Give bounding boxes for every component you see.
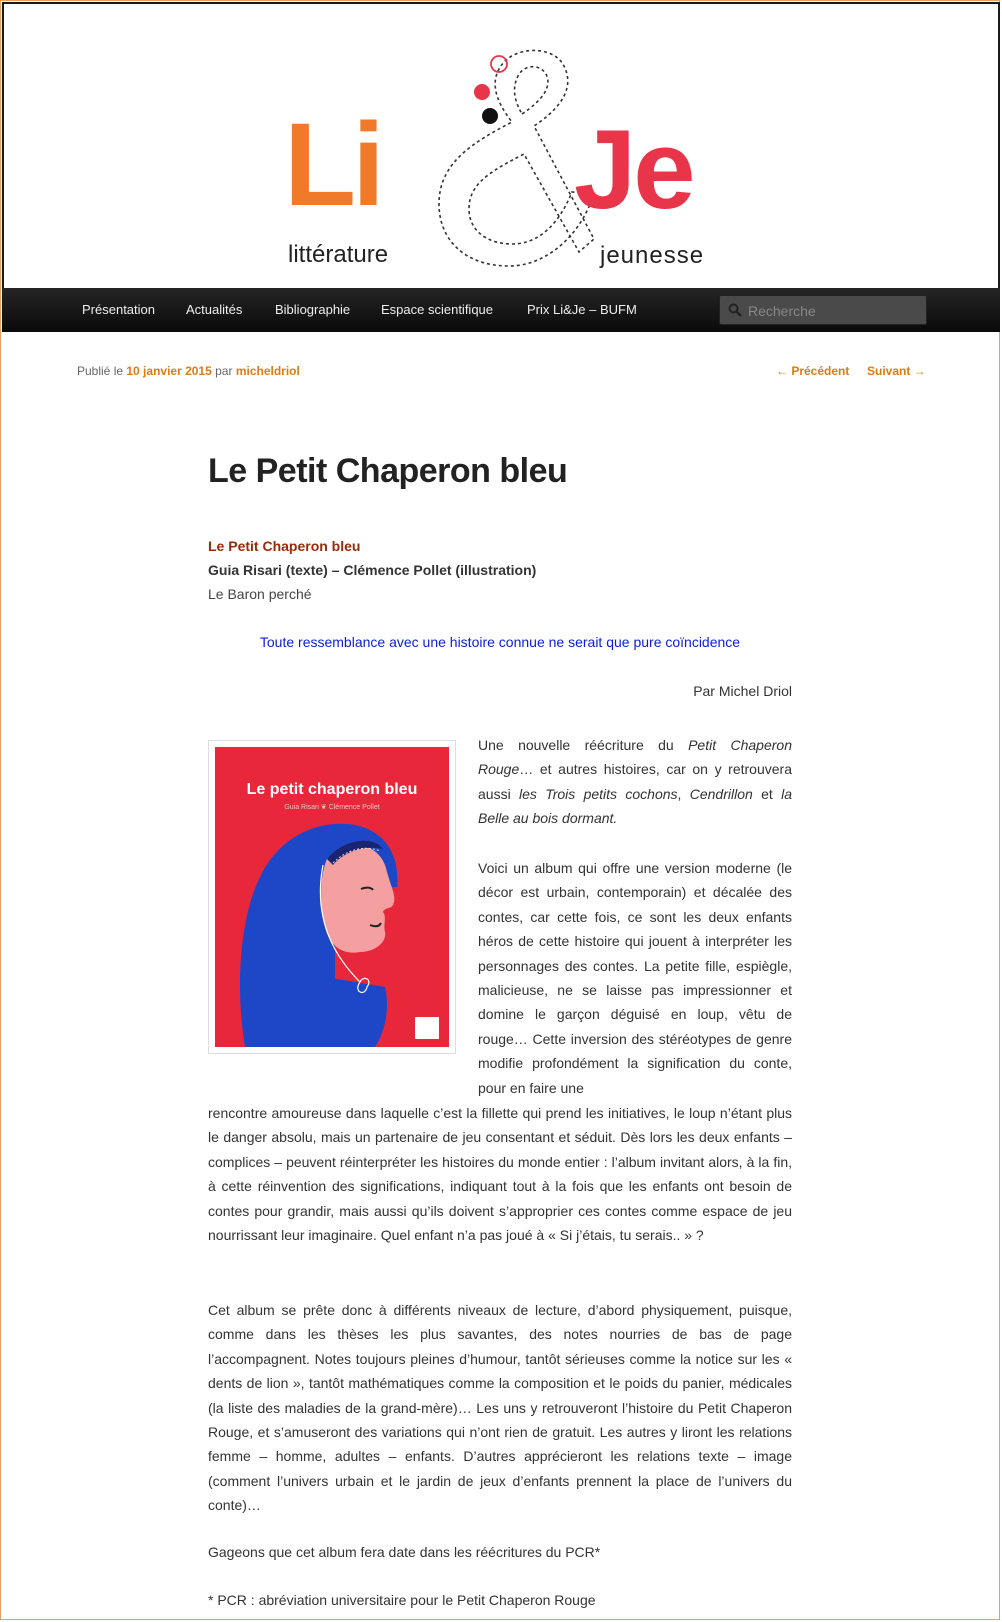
text-run: Une nouvelle réécriture du — [478, 737, 689, 753]
nav-item-bibliographie[interactable]: Bibliographie — [275, 302, 351, 317]
cover-authors: Guia Risari ❦ Clémence Pollet — [284, 804, 380, 811]
text-run-italic: la Belle au bois dormant. — [478, 785, 792, 827]
nav-item-prix-lije-bufm[interactable]: Prix Li&Je – BUFM — [527, 302, 637, 317]
hooded-girl-illustration — [215, 747, 449, 1047]
main-navigation — [2, 288, 1000, 332]
site-logo[interactable] — [274, 44, 734, 280]
nav-item-espace-scientifique[interactable]: Espace scientifique — [381, 302, 494, 317]
post-meta — [77, 364, 300, 378]
post-date-link[interactable]: 10 janvier 2015 — [126, 364, 212, 378]
logo-subtitle-litterature: littérature — [288, 241, 389, 268]
footnote-pcr: * PCR : abréviation universitaire pour le Petit Chaperon Rouge — [208, 1592, 596, 1608]
paragraph-conclusion: Gageons que cet album fera date dans les réécritures du PCR* — [208, 1544, 601, 1560]
search-box — [719, 295, 927, 325]
search-input[interactable] — [746, 300, 924, 322]
meta-published-label: Publié le — [77, 364, 124, 378]
logo-je: Je — [574, 107, 693, 232]
text-run: et — [752, 785, 782, 802]
text-run: … et autres histoires, car on y retrouvera aussi — [478, 761, 792, 802]
book-title: Le Petit Chaperon bleu — [208, 538, 361, 554]
book-cover-image[interactable] — [208, 740, 456, 1054]
post-title: Le Petit Chaperon bleu — [208, 452, 568, 490]
site-header — [2, 2, 1000, 290]
nav-item-presentation[interactable]: Présentation — [82, 302, 155, 317]
book-cover — [215, 747, 449, 1047]
previous-post-link[interactable]: ← Précédent — [776, 364, 850, 378]
book-authors: Guia Risari (texte) – Clémence Pollet (illustration) — [208, 562, 537, 578]
review-byline: Par Michel Driol — [693, 683, 792, 699]
tagline-quote: Toute ressemblance avec une histoire connue ne serait que pure coïncidence — [259, 634, 741, 650]
post-author-link[interactable]: micheldriol — [235, 364, 300, 378]
text-run-italic: les Trois petits cochons — [519, 785, 678, 802]
text-run: , — [677, 785, 690, 802]
logo-dot-red — [474, 84, 490, 100]
logo-li: Li — [284, 99, 381, 231]
paragraph-intro — [478, 733, 792, 831]
search-icon — [728, 303, 742, 317]
logo-subtitle-jeunesse: jeunesse — [600, 242, 705, 269]
text-run-italic: Petit Chaperon Rouge — [478, 737, 792, 778]
next-post-link[interactable]: Suivant → — [867, 364, 926, 378]
text-run-italic: Cendrillon — [689, 785, 753, 802]
paragraph-body-wrapped: Voici un album qui offre une version moderne (le décor est urbain, contemporain) et décalée des contes, car cette fois, ce sont les deux enfants héros de cette histoire qui jouent à interpréter les personnages des contes. La petite fille, espiègle, malicieuse, ne se laisse pas impressionner et domine le garçon déguisé en loup, vêtu de rouge… Cette inversion des stéréotypes de genre modifie profondément la signification du conte, pour en faire une — [478, 860, 792, 1096]
logo-dot-black — [482, 108, 498, 124]
book-publisher: Le Baron perché — [208, 586, 312, 602]
paragraph-reading-levels: Cet album se prête donc à différents niveaux de lecture, d’abord physiquement, puisque, comme dans les thèses les plus savantes, des notes nourries de bas de page l’accompagnent. Notes toujours pleines d’humour, tantôt sérieuses comme la notice sur les « dents de lion », tantôt mathématiques comme la composition et le poids du panier, médicales (la liste des maladies de la grand-mère)… Les uns y retrouveront l’histoire du Petit Chaperon Rouge, et s’amuseront des variations qui n’ont rien de gratuit. Les autres y liront les relations femme – homme, adultes – enfants. D’autres apprécieront les relations texte – image (comment l’univers urbain et le jardin de jeux d’enfants prennent la place de l’univers du conte)… — [208, 1302, 792, 1514]
meta-by-label: par — [215, 364, 233, 378]
nav-item-actualites[interactable]: Actualités — [186, 302, 243, 317]
paragraph-body-continued: rencontre amoureuse dans laquelle c’est la fillette qui prend les initiatives, le loup n’étant plus le danger absolu, mais un partenaire de jeu consentant et séduit. Dès lors les deux enfants – complices – peuvent réinterpréter les histoires du monde entier : l’album invitant alors, à la fin, à cette réinvention des significations, indiquant tout à la fois que les enfants ont besoin de contes pour grandir, mais aussi qu’ils doivent s’approprier ces contes comme espace de jeu nourrissant leur imaginaire. Quel enfant n’a pas joué à « Si j’étais, tu serais.. » ? — [208, 1105, 792, 1244]
cover-title: Le petit chaperon bleu — [246, 781, 418, 798]
